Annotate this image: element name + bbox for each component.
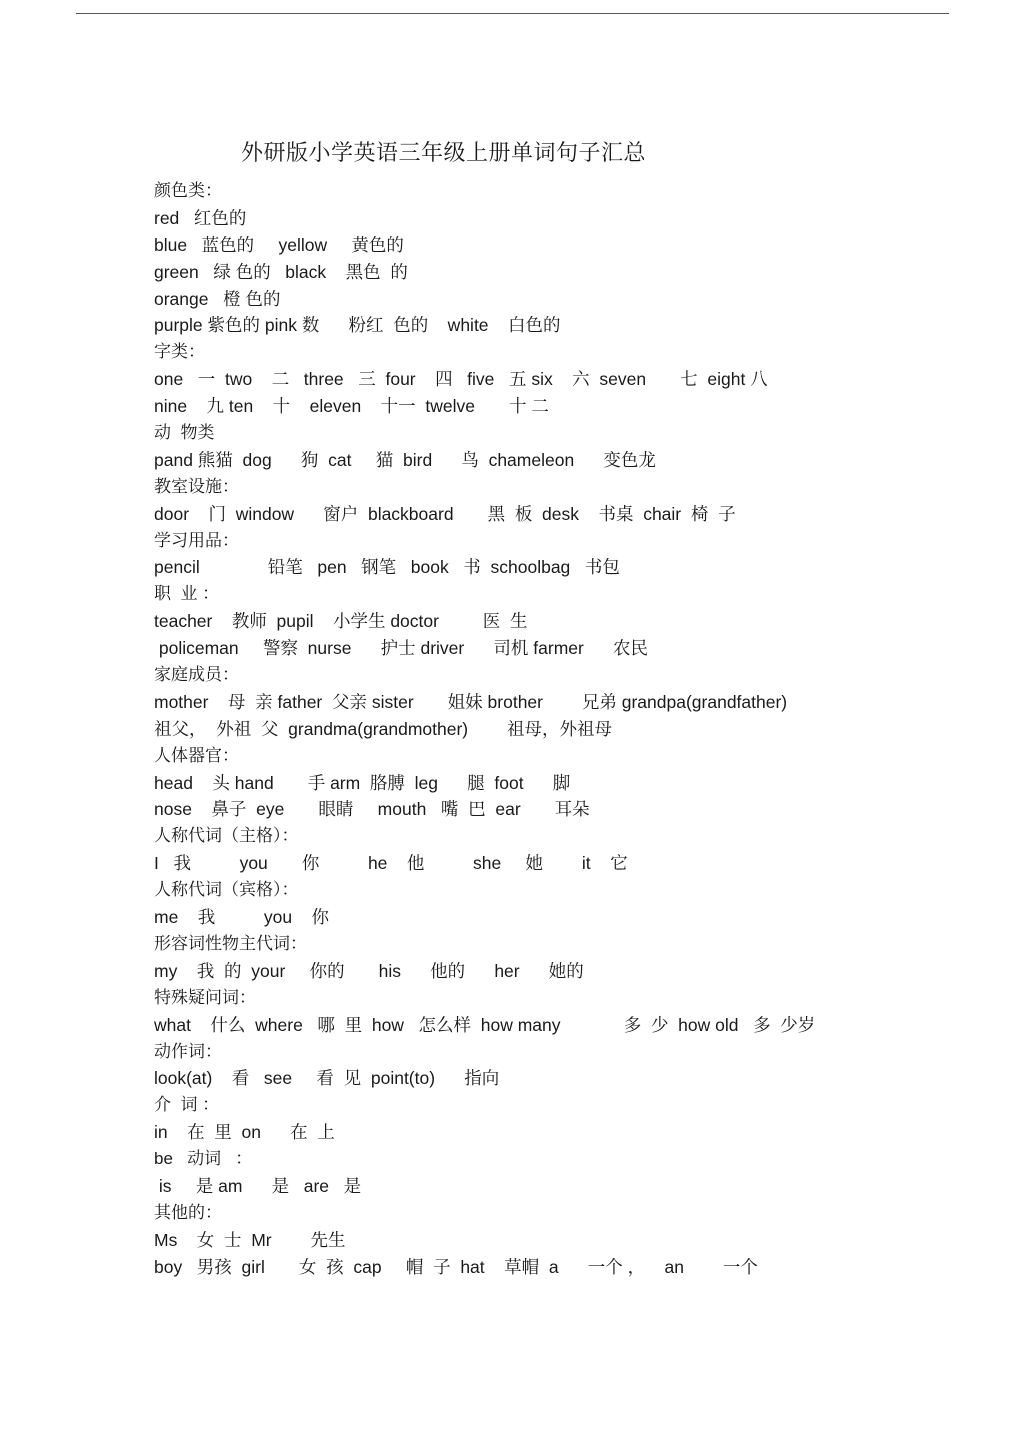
- section-heading: 学习用品：: [154, 530, 239, 550]
- vocab-line: boy 男孩 girl 女 孩 cap 帽 子 hat 草帽 a 一个 ， an 一个: [154, 1256, 758, 1277]
- document-title: 外研版小学英语三年级上册单词句子汇总: [241, 141, 647, 166]
- vocab-line: orange 橙 色的: [154, 288, 281, 309]
- section-heading: 字类：: [154, 342, 205, 362]
- section-heading: 特殊疑问词：: [154, 987, 256, 1007]
- vocab-line: mother 母 亲 father 父亲 sister 姐妹 brother 兄弟 grandpa(grandfather): [154, 691, 788, 712]
- vocab-line: head 头 hand 手 arm 胳膊 leg 腿 foot 脚: [154, 772, 571, 793]
- section-heading: 颜色类：: [154, 181, 222, 200]
- vocab-line: one 一 two 二 three 三 four 四 five 五 six 六 seven 七 eight 八: [154, 369, 768, 390]
- vocab-line: Ms 女 士 Mr 先生: [154, 1229, 346, 1250]
- vocab-line: purple 紫色的 pink 数 粉红 色的 white 白色的: [154, 315, 561, 336]
- section-heading: 动 物类: [154, 423, 215, 443]
- vocab-line: nine 九 ten 十 eleven 十一 twelve 十 二: [154, 396, 549, 417]
- vocab-line: my 我 的 your 你的 his 他的 her 她的: [154, 960, 584, 981]
- vocab-line: pand 熊猫 dog 狗 cat 猫 bird 鸟 chameleon 变色龙: [154, 449, 656, 470]
- top-rule: [76, 13, 949, 14]
- vocab-line: in 在 里 on 在 上: [154, 1122, 335, 1143]
- section-heading: 其他的：: [154, 1202, 222, 1222]
- vocab-line: pencil 铅笔 pen 钢笔 book 书 schoolbag 书包: [154, 557, 620, 578]
- section-heading: 教室设施：: [154, 476, 239, 496]
- vocab-line: is 是 am 是 are 是: [154, 1175, 362, 1196]
- vocab-line: I 我 you 你 he 他 she 她 it 它: [154, 853, 628, 874]
- vocab-line: teacher 教师 pupil 小学生 doctor 医 生: [154, 611, 528, 632]
- section-heading: 介 词 ：: [154, 1095, 220, 1115]
- section-heading: 职 业 ：: [154, 584, 220, 604]
- vocab-line: me 我 you 你: [154, 907, 330, 928]
- vocab-line: blue 蓝色的 yellow 黄色的: [154, 234, 404, 255]
- section-heading: be 动词 ：: [154, 1149, 253, 1169]
- section-heading: 人称代词（主格）：: [154, 826, 299, 846]
- vocab-line: nose 鼻子 eye 眼睛 mouth 嘴 巴 ear 耳朵: [154, 799, 590, 820]
- vocab-line: policeman 警察 nurse 护士 driver 司机 farmer 农民: [154, 638, 648, 659]
- section-heading: 形容词性物主代词：: [154, 933, 307, 953]
- vocab-line: look(at) 看 see 看 见 point(to) 指向: [154, 1068, 500, 1089]
- vocab-line: green 绿 色的 black 黑色 的: [154, 261, 408, 282]
- vocab-line: what 什么 where 哪 里 how 怎么样 how many 多 少 how old 多 少岁: [154, 1014, 816, 1035]
- section-heading: 动作词：: [154, 1041, 222, 1061]
- vocab-line: 祖父， 外祖 父 grandma(grandmother) 祖母，外祖母: [154, 718, 613, 739]
- vocab-line: red 红色的: [154, 207, 247, 228]
- vocabulary-list: [154, 178, 874, 1281]
- section-heading: 人称代词（宾格）：: [154, 880, 299, 900]
- section-heading: 人体器官：: [154, 745, 239, 765]
- vocab-line: door 门 window 窗户 blackboard 黑 板 desk 书桌 chair 椅 子: [154, 503, 736, 524]
- section-heading: 家庭成员：: [154, 665, 239, 685]
